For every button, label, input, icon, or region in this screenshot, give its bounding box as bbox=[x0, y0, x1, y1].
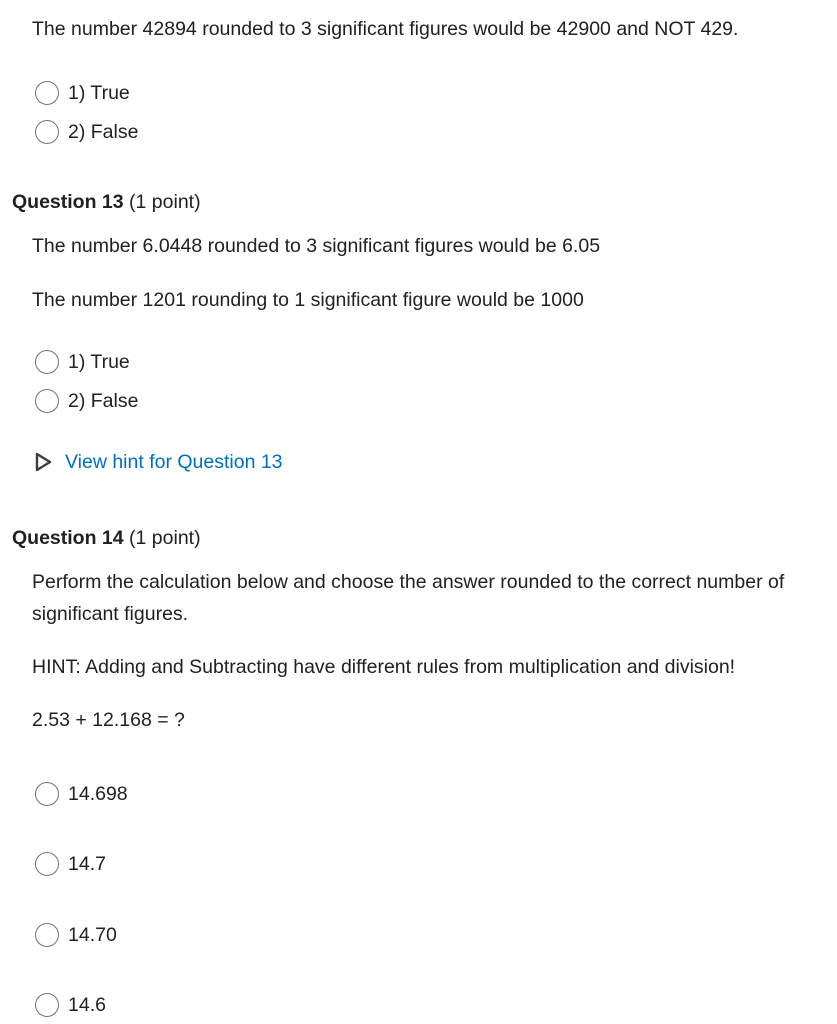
radio-unselected-icon[interactable] bbox=[35, 81, 59, 105]
option-label: 1) True bbox=[68, 82, 130, 104]
hint-link[interactable]: View hint for Question 13 bbox=[65, 451, 283, 473]
question-14-header bbox=[12, 524, 201, 552]
question-13-option-false[interactable] bbox=[35, 386, 138, 416]
option-label: 14.70 bbox=[68, 924, 117, 946]
hint-toggle-question-13[interactable] bbox=[33, 448, 283, 476]
option-label: 14.698 bbox=[68, 783, 128, 805]
radio-unselected-icon[interactable] bbox=[35, 389, 59, 413]
question-13-header bbox=[12, 188, 201, 216]
question-14-expression: 2.53 + 12.168 = ? bbox=[32, 709, 185, 731]
question-12-option-false[interactable] bbox=[35, 117, 138, 147]
question-points: (1 point) bbox=[129, 191, 201, 213]
triangle-right-icon[interactable] bbox=[33, 451, 55, 473]
question-14-option-2[interactable] bbox=[35, 849, 106, 879]
question-title: Question 13 bbox=[12, 191, 124, 213]
question-12-statement: The number 42894 rounded to 3 significant figures would be 42900 and NOT 429. bbox=[32, 18, 739, 40]
question-14-option-3[interactable] bbox=[35, 920, 117, 950]
option-label: 14.6 bbox=[68, 994, 106, 1016]
radio-unselected-icon[interactable] bbox=[35, 923, 59, 947]
radio-unselected-icon[interactable] bbox=[35, 993, 59, 1017]
radio-unselected-icon[interactable] bbox=[35, 852, 59, 876]
option-label: 1) True bbox=[68, 351, 130, 373]
radio-unselected-icon[interactable] bbox=[35, 782, 59, 806]
question-title: Question 14 bbox=[12, 527, 124, 549]
question-12-option-true[interactable] bbox=[35, 78, 130, 108]
radio-unselected-icon[interactable] bbox=[35, 350, 59, 374]
question-13-statement-2: The number 1201 rounding to 1 significant figure would be 1000 bbox=[32, 289, 584, 311]
radio-unselected-icon[interactable] bbox=[35, 120, 59, 144]
question-points: (1 point) bbox=[129, 527, 201, 549]
question-14-instruction: Perform the calculation below and choose the answer rounded to the correct number of significant figures. bbox=[32, 571, 785, 625]
question-13-option-true[interactable] bbox=[35, 347, 130, 377]
question-14-hint-text: HINT: Adding and Subtracting have different rules from multiplication and division! bbox=[32, 656, 736, 678]
option-label: 2) False bbox=[68, 390, 139, 412]
option-label: 14.7 bbox=[68, 853, 106, 875]
question-13-statement-1: The number 6.0448 rounded to 3 significant figures would be 6.05 bbox=[32, 235, 601, 257]
option-label: 2) False bbox=[68, 121, 139, 143]
question-14-option-1[interactable] bbox=[35, 779, 128, 809]
question-14-option-4[interactable] bbox=[35, 990, 106, 1020]
